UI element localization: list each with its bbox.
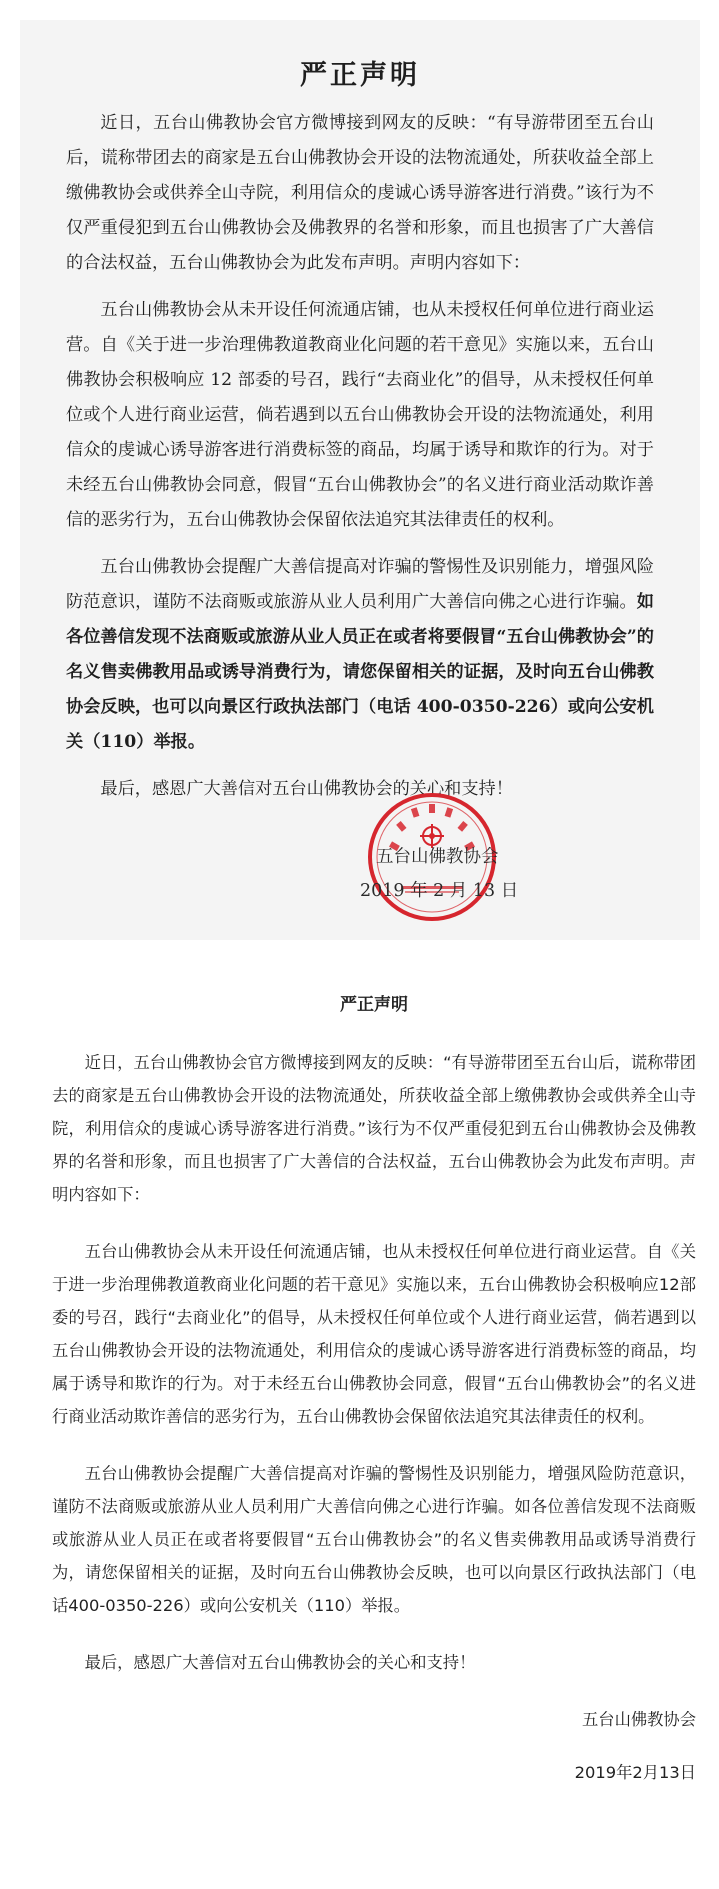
page-title: 严正声明 — [340, 995, 408, 1015]
scan-paragraph-3 — [66, 550, 654, 760]
scan-title: 严正声明 — [300, 60, 420, 91]
scan-signature: 五台山佛教协会 — [376, 847, 499, 867]
paragraph-2: 五台山佛教协会从未开设任何流通店铺，也从未授权任何单位进行商业运营。自《关于进一步治理佛教道教商业化问题的若干意见》实施以来，五台山佛教协会积极响应12部委的号召，践行“去商业化”的倡导，从未授权任何单位或个人进行商业运营，倘若遇到以五台山佛教协会开设的法物流通处，利用信众的虔诚心诱导游客进行消费标签的商品，均属于诱导和欺诈的行为。对于未经五台山佛教协会同意，假冒“五台山佛教协会”的名义进行商业活动欺诈善信的恶劣行为，五台山佛教协会保留依法追究其法律责任的权利。 — [52, 1242, 696, 1426]
scan-paragraph-4: 最后，感恩广大善信对五台山佛教协会的关心和支持！ — [100, 779, 513, 799]
date: 2019年2月13日 — [574, 1763, 696, 1782]
statement-text-section — [52, 990, 696, 1789]
signature: 五台山佛教协会 — [582, 1710, 696, 1729]
scanned-statement-image — [20, 20, 700, 940]
paragraph-3: 五台山佛教协会提醒广大善信提高对诈骗的警惕性及识别能力，增强风险防范意识，谨防不法商贩或旅游从业人员利用广大善信向佛之心进行诈骗。如各位善信发现不法商贩或旅游从业人员正在或者将要假冒“五台山佛教协会”的名义售卖佛教用品或诱导消费行为，请您保留相关的证据，及时向五台山佛教协会反映，也可以向景区行政执法部门（电话400-0350-226）或向公安机关（110）举报。 — [52, 1464, 696, 1615]
scan-paragraph-2: 五台山佛教协会从未开设任何流通店铺，也从未授权任何单位进行商业运营。自《关于进一步治理佛教道教商业化问题的若干意见》实施以来，五台山佛教协会积极响应 12 部委的号召，践行“去商业化”的倡导，从未授权任何单位或个人进行商业运营，倘若遇到以五台山佛教协会开设的法物流通处，利用信众的虔诚心诱导游客进行消费标签的商品，均属于诱导和欺诈的行为。对于未经五台山佛教协会同意，假冒“五台山佛教协会”的名义进行商业活动欺诈善信的恶劣行为，五台山佛教协会保留依法追究其法律责任的权利。 — [66, 300, 654, 530]
scan-paragraph-1: 近日，五台山佛教协会官方微博接到网友的反映：“有导游带团至五台山后，谎称带团去的商家是五台山佛教协会开设的法物流通处，所获收益全部上缴佛教协会或供养全山寺院，利用信众的虔诚心诱导游客进行消费。”该行为不仅严重侵犯到五台山佛教协会及佛教界的名誉和形象，而且也损害了广大善信的合法权益，五台山佛教协会为此发布声明。声明内容如下： — [66, 113, 654, 273]
scan-paragraph-3-normal: 五台山佛教协会提醒广大善信提高对诈骗的警惕性及识别能力，增强风险防范意识，谨防不法商贩或旅游从业人员利用广大善信向佛之心进行诈骗。 — [66, 557, 654, 612]
paragraph-1: 近日，五台山佛教协会官方微博接到网友的反映：“有导游带团至五台山后，谎称带团去的商家是五台山佛教协会开设的法物流通处，所获收益全部上缴佛教协会或供养全山寺院，利用信众的虔诚心诱导游客进行消费。”该行为不仅严重侵犯到五台山佛教协会及佛教界的名誉和形象，而且也损害了广大善信的合法权益，五台山佛教协会为此发布声明。声明内容如下： — [52, 1053, 696, 1204]
paragraph-4: 最后，感恩广大善信对五台山佛教协会的关心和支持！ — [84, 1653, 476, 1672]
scan-date: 2019 年 2 月 13 日 — [360, 881, 519, 901]
scan-paragraph-3-bold: 如各位善信发现不法商贩或旅游从业人员正在或者将要假冒“五台山佛教协会”的名义售卖佛教用品或诱导消费行为，请您保留相关的证据，及时向五台山佛教协会反映，也可以向景区行政执法部门（电话 400-0350-226）或向公安机关（110）举报。 — [66, 592, 654, 752]
